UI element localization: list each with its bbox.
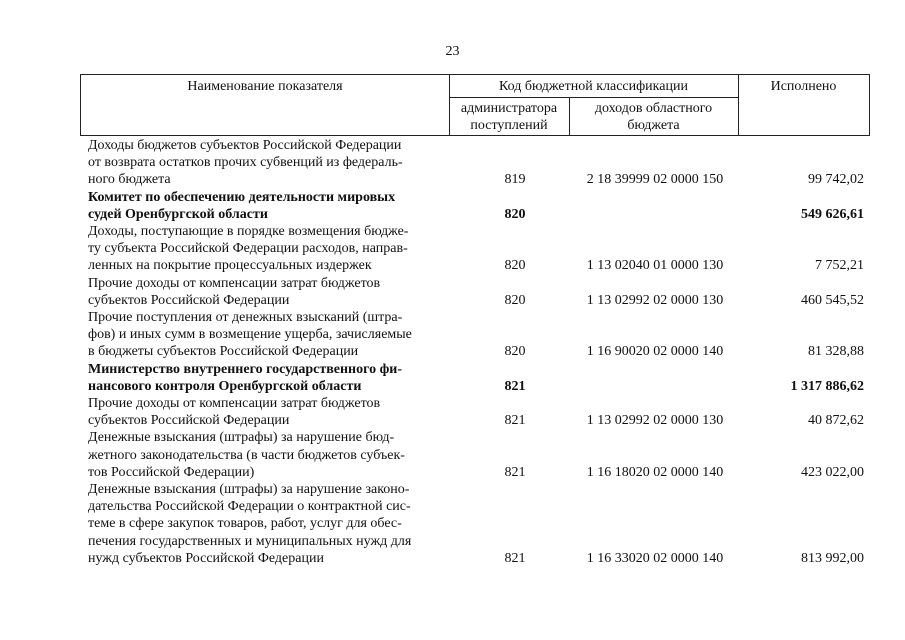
table-row	[80, 395, 870, 429]
row-executed-amount: 7 752,21	[815, 258, 864, 274]
row-income-code: 1 16 33020 02 0000 140	[586, 550, 724, 566]
row-executed-amount: 1 317 886,62	[790, 378, 864, 394]
header-divider	[449, 97, 738, 98]
table-row	[80, 223, 870, 275]
table-row	[80, 189, 870, 223]
row-admin-code: 821	[504, 550, 526, 566]
row-name	[80, 395, 446, 429]
row-income-code: 1 16 90020 02 0000 140	[586, 344, 724, 360]
row-name	[80, 137, 446, 189]
row-name	[80, 189, 446, 223]
row-admin-code: 821	[504, 464, 526, 480]
row-name-line: ту субъекта Российской Федерации расходов, направ-	[88, 241, 408, 257]
row-executed-amount: 423 022,00	[801, 464, 864, 480]
row-name-line: печения государственных и муниципальных нужд для	[88, 533, 412, 549]
row-name-line: Министерство внутреннего государственного фи-	[88, 361, 403, 377]
header-admin-line2: поступлений	[470, 118, 548, 133]
table-row	[80, 137, 870, 189]
row-executed-amount: 81 328,88	[808, 344, 864, 360]
row-name	[80, 275, 446, 309]
page-number: 23	[445, 44, 460, 59]
header-admin-line1: администратора	[460, 101, 558, 116]
row-admin-code: 820	[504, 206, 526, 222]
header-name-column: Наименование показателя	[187, 79, 343, 94]
row-name-line: теме в сфере закупок товаров, работ, услуг для обес-	[88, 516, 402, 532]
table-row	[80, 481, 870, 567]
row-name-line: судей Оренбургской области	[88, 206, 268, 222]
row-name-line: ленных на покрытие процессуальных издержек	[88, 258, 372, 274]
row-name-line: в бюджеты субъектов Российской Федерации	[88, 344, 359, 360]
row-income-code: 1 16 18020 02 0000 140	[586, 464, 724, 480]
row-income-code: 1 13 02040 01 0000 130	[586, 258, 724, 274]
table-row	[80, 429, 870, 481]
table-header	[80, 74, 870, 136]
row-name-line: Доходы бюджетов субъектов Российской Федерации	[88, 138, 402, 153]
row-admin-code: 820	[504, 344, 526, 360]
row-name-line: фов) и иных сумм в возмещение ущерба, зачисляемые	[88, 327, 412, 343]
table-body	[80, 137, 870, 567]
row-name-line: Доходы, поступающие в порядке возмещения бюдже-	[88, 224, 409, 240]
row-name-line: Денежные взыскания (штрафы) за нарушение бюд-	[88, 430, 395, 446]
row-executed-amount: 813 992,00	[801, 550, 864, 566]
row-name-line: тов Российской Федерации)	[88, 464, 255, 480]
row-name-line: от возврата остатков прочих субвенций из федераль-	[88, 155, 403, 171]
row-admin-code: 819	[504, 172, 526, 188]
row-admin-code: 821	[504, 413, 526, 429]
row-admin-code: 820	[504, 258, 526, 274]
row-name	[80, 481, 446, 567]
row-name-line: жетного законодательства (в части бюджетов субъек-	[88, 447, 405, 463]
row-executed-amount: 99 742,02	[808, 172, 864, 188]
table-row	[80, 275, 870, 309]
row-name-line: дательства Российской Федерации о контрактной сис-	[88, 499, 411, 515]
row-name-line: Прочие поступления от денежных взысканий (штра-	[88, 310, 403, 326]
row-name	[80, 309, 446, 361]
header-admin-column	[449, 100, 569, 134]
row-name-line: субъектов Российской Федерации	[88, 292, 290, 308]
table-row	[80, 309, 870, 361]
row-name-line: нансового контроля Оренбургской области	[88, 378, 362, 394]
row-name-line: субъектов Российской Федерации	[88, 413, 290, 429]
header-executed-column: Исполнено	[770, 79, 837, 94]
row-executed-amount: 549 626,61	[801, 206, 864, 222]
row-name-line: Денежные взыскания (штрафы) за нарушение законо-	[88, 482, 410, 498]
header-income-line2: бюджета	[627, 118, 680, 133]
row-admin-code: 820	[504, 292, 526, 308]
row-name	[80, 223, 446, 275]
row-name-line: ного бюджета	[88, 172, 171, 188]
row-name	[80, 429, 446, 481]
row-income-code: 1 13 02992 02 0000 130	[586, 413, 724, 429]
header-income-column	[569, 100, 738, 134]
table-row	[80, 361, 870, 395]
row-name-line: нужд субъектов Российской Федерации	[88, 550, 324, 566]
row-admin-code: 821	[504, 378, 526, 394]
header-income-line1: доходов областного	[594, 101, 713, 116]
row-name-line: Комитет по обеспечению деятельности мировых	[88, 189, 396, 205]
row-name-line: Прочие доходы от компенсации затрат бюджетов	[88, 396, 381, 412]
row-name	[80, 361, 446, 395]
row-executed-amount: 40 872,62	[808, 413, 864, 429]
row-income-code: 2 18 39999 02 0000 150	[586, 172, 724, 188]
row-name-line: Прочие доходы от компенсации затрат бюджетов	[88, 275, 381, 291]
row-executed-amount: 460 545,52	[801, 292, 864, 308]
header-code-group: Код бюджетной классификации	[499, 79, 688, 94]
row-income-code: 1 13 02992 02 0000 130	[586, 292, 724, 308]
